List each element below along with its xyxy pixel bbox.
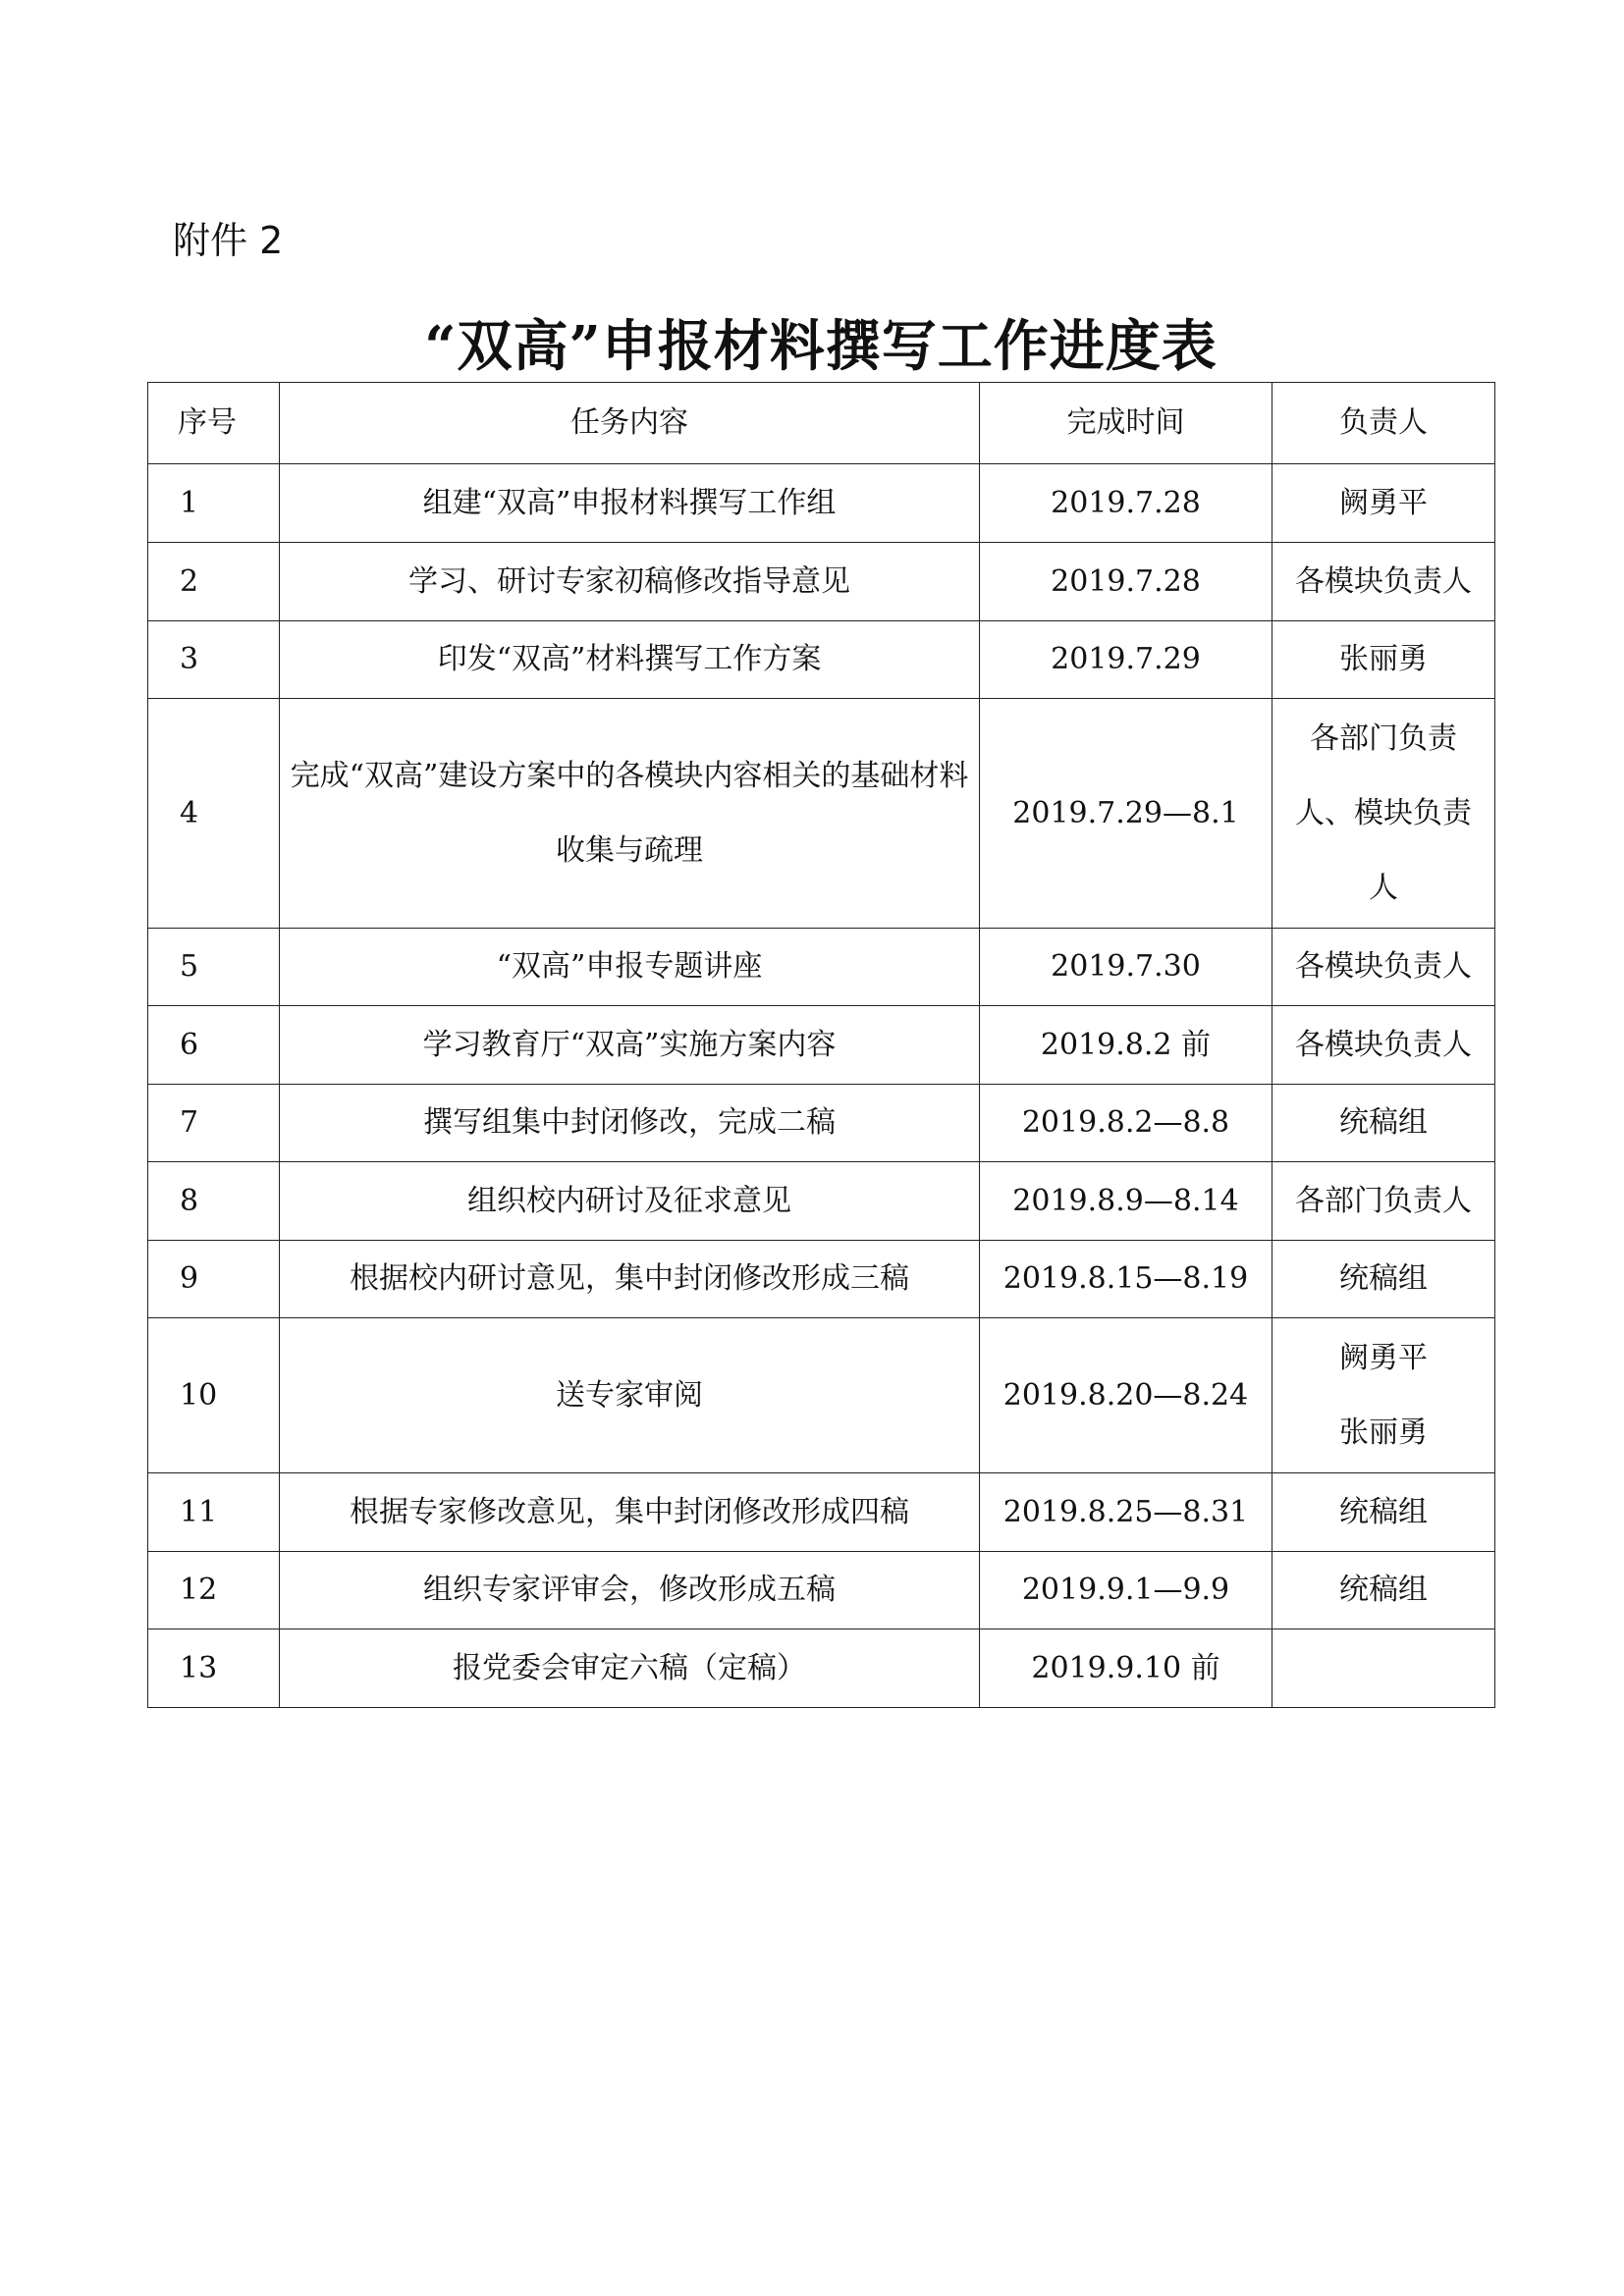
row-number-text: 5 [180,949,199,984]
row-owner [1272,929,1495,1006]
table-header-row [148,383,1495,464]
table-row [148,464,1495,543]
row-completion-time [980,543,1272,621]
row-owner-text: 张丽勇 [1339,642,1428,676]
table-row [148,1473,1495,1552]
row-completion-time [980,1629,1272,1708]
row-task [280,1085,980,1162]
table-row [148,1006,1495,1085]
row-number [148,464,280,543]
row-number-text: 1 [180,485,199,520]
row-completion-time-text: 2019.7.28 [1051,485,1201,520]
row-completion-time [980,621,1272,699]
row-completion-time [980,929,1272,1006]
row-number [148,1006,280,1085]
row-completion-time [980,1473,1272,1552]
row-number-text: 3 [180,642,199,676]
row-owner [1272,464,1495,543]
row-completion-time-text: 2019.9.10 前 [1031,1650,1220,1685]
column-header-task: 任务内容 [280,383,980,464]
row-completion-time-text: 2019.9.1—9.9 [1021,1573,1230,1607]
row-owner-text: 阙勇平 [1339,485,1428,520]
row-number-text: 7 [180,1105,199,1140]
row-task-text: 根据专家修改意见，集中封闭修改形成四稿 [350,1494,909,1529]
row-number-text: 12 [180,1573,218,1607]
row-task [280,1241,980,1318]
row-completion-time-text: 2019.7.30 [1051,949,1201,984]
row-completion-time-text: 2019.8.9—8.14 [1012,1183,1239,1218]
row-number [148,929,280,1006]
row-task-text: 完成“双高”建设方案中的各模块内容相关的基础材料收集与疏理 [290,758,969,868]
row-task [280,929,980,1006]
row-number [148,1473,280,1552]
row-task-text: 根据校内研讨意见，集中封闭修改形成三稿 [350,1261,909,1296]
row-task-text: 组建“双高”申报材料撰写工作组 [422,485,837,520]
row-task [280,1006,980,1085]
row-number-text: 2 [180,563,199,599]
row-number [148,621,280,699]
row-task-text: 送专家审阅 [556,1377,703,1413]
row-task [280,1318,980,1473]
row-completion-time-text: 2019.7.29—8.1 [1012,795,1239,830]
table-row [148,543,1495,621]
column-header-owner: 负责人 [1272,383,1495,464]
row-task [280,699,980,929]
row-completion-time [980,464,1272,543]
row-completion-time [980,1162,1272,1241]
table-row [148,1085,1495,1162]
progress-table [147,382,1495,1708]
row-task-text: 印发“双高”材料撰写工作方案 [437,642,822,676]
row-owner-text: 各模块负责人 [1295,563,1472,599]
row-completion-time-text: 2019.7.28 [1051,563,1201,599]
row-owner-text: 统稿组 [1339,1105,1428,1140]
row-owner [1272,1473,1495,1552]
row-owner [1272,1318,1495,1473]
column-header-completion-time: 完成时间 [980,383,1272,464]
row-completion-time [980,1241,1272,1318]
row-completion-time [980,699,1272,929]
row-completion-time [980,1085,1272,1162]
table-row [148,929,1495,1006]
row-owner [1272,621,1495,699]
row-completion-time-text: 2019.8.15—8.19 [1002,1261,1249,1296]
row-completion-time-text: 2019.8.25—8.31 [1002,1494,1249,1529]
row-completion-time-text: 2019.8.2 前 [1040,1027,1212,1062]
row-owner [1272,1552,1495,1629]
row-task-text: “双高”申报专题讲座 [496,949,763,984]
row-task-text: 撰写组集中封闭修改，完成二稿 [423,1105,836,1140]
table-row [148,1552,1495,1629]
row-task [280,1473,980,1552]
table-row [148,1318,1495,1473]
row-completion-time-text: 2019.8.20—8.24 [1002,1377,1249,1413]
row-task-text: 学习、研讨专家初稿修改指导意见 [408,563,850,599]
row-owner-text: 各部门负责人、模块负责人 [1295,721,1472,905]
row-number [148,543,280,621]
row-task [280,621,980,699]
row-owner [1272,1241,1495,1318]
row-owner [1272,1085,1495,1162]
row-number [148,1552,280,1629]
row-task-text: 组织专家评审会，修改形成五稿 [423,1573,836,1607]
table-row [148,1241,1495,1318]
row-task-text: 报党委会审定六稿（定稿） [453,1650,806,1685]
row-owner [1272,1162,1495,1241]
row-owner-text: 各模块负责人 [1295,949,1472,984]
row-owner-text: 阙勇平 张丽勇 [1339,1340,1428,1450]
row-completion-time-text: 2019.7.29 [1051,642,1201,676]
row-number [148,1241,280,1318]
row-number-text: 9 [180,1261,199,1296]
row-number [148,699,280,929]
row-owner [1272,1006,1495,1085]
row-owner-text: 统稿组 [1339,1494,1428,1529]
row-number [148,1162,280,1241]
row-number [148,1629,280,1708]
table-row [148,621,1495,699]
row-number-text: 8 [180,1183,199,1218]
row-number-text: 6 [180,1027,199,1062]
row-completion-time-text: 2019.8.2—8.8 [1021,1105,1230,1140]
row-owner [1272,543,1495,621]
row-owner-text: 统稿组 [1339,1261,1428,1296]
row-number-text: 10 [180,1377,218,1413]
attachment-label: 附件 2 [173,219,284,262]
row-owner [1272,1629,1495,1708]
row-task [280,543,980,621]
row-task [280,464,980,543]
row-task [280,1629,980,1708]
table-row [148,1162,1495,1241]
row-number [148,1085,280,1162]
row-task [280,1552,980,1629]
row-task [280,1162,980,1241]
row-owner [1272,699,1495,929]
table-row [148,699,1495,929]
table-row [148,1629,1495,1708]
row-number [148,1318,280,1473]
row-owner-text: 各模块负责人 [1295,1027,1472,1062]
row-task-text: 组织校内研讨及征求意见 [467,1183,791,1218]
row-number-text: 4 [180,795,199,830]
row-task-text: 学习教育厅“双高”实施方案内容 [422,1027,837,1062]
row-completion-time [980,1552,1272,1629]
row-owner-text: 统稿组 [1339,1573,1428,1607]
column-header-number: 序号 [148,383,280,464]
table-body [148,464,1495,1708]
row-completion-time [980,1006,1272,1085]
row-number-text: 11 [180,1494,218,1529]
row-completion-time [980,1318,1272,1473]
row-owner-text: 各部门负责人 [1295,1183,1472,1218]
row-number-text: 13 [180,1650,218,1685]
document-title: “双高”申报材料撰写工作进度表 [424,314,1218,379]
